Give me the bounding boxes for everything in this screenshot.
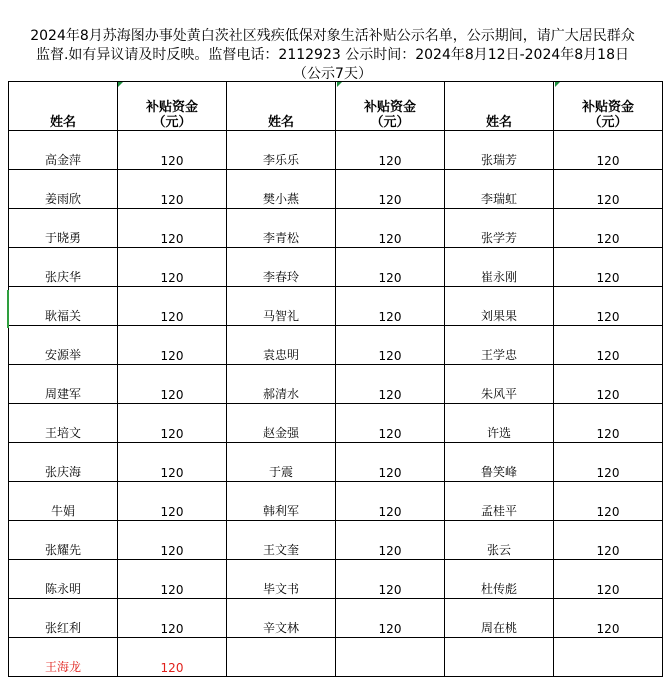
amount-cell: 120 bbox=[118, 482, 227, 521]
amount-cell: 120 bbox=[554, 482, 663, 521]
name-cell: 李春玲 bbox=[227, 248, 336, 287]
name-cell: 王学忠 bbox=[445, 326, 554, 365]
name-cell: 李乐乐 bbox=[227, 131, 336, 170]
name-cell: 赵金强 bbox=[227, 404, 336, 443]
amount-cell: 120 bbox=[118, 443, 227, 482]
amount-cell: 120 bbox=[118, 209, 227, 248]
name-cell: 王海龙 bbox=[9, 638, 118, 677]
empty-cell bbox=[336, 638, 445, 677]
table-row bbox=[9, 638, 663, 677]
empty-cell bbox=[445, 638, 554, 677]
amount-cell: 120 bbox=[118, 404, 227, 443]
amount-cell: 120 bbox=[336, 209, 445, 248]
name-cell: 韩利军 bbox=[227, 482, 336, 521]
amount-cell: 120 bbox=[118, 599, 227, 638]
amount-cell: 120 bbox=[554, 404, 663, 443]
name-cell: 毕文书 bbox=[227, 560, 336, 599]
name-cell: 耿福关 bbox=[9, 287, 118, 326]
name-cell: 于震 bbox=[227, 443, 336, 482]
header-name: 姓名 bbox=[227, 82, 336, 131]
table-body bbox=[9, 131, 663, 677]
name-cell: 李青松 bbox=[227, 209, 336, 248]
subsidy-table bbox=[8, 81, 663, 677]
table-row bbox=[9, 521, 663, 560]
amount-cell: 120 bbox=[118, 560, 227, 599]
name-cell: 鲁笑峰 bbox=[445, 443, 554, 482]
amount-cell: 120 bbox=[554, 209, 663, 248]
amount-cell: 120 bbox=[336, 443, 445, 482]
amount-cell: 120 bbox=[336, 170, 445, 209]
table-row bbox=[9, 209, 663, 248]
name-cell: 崔永刚 bbox=[445, 248, 554, 287]
name-cell: 王培文 bbox=[9, 404, 118, 443]
amount-cell: 120 bbox=[554, 287, 663, 326]
name-cell: 周在桃 bbox=[445, 599, 554, 638]
amount-cell: 120 bbox=[336, 482, 445, 521]
name-cell: 于晓勇 bbox=[9, 209, 118, 248]
table-row bbox=[9, 326, 663, 365]
amount-cell: 120 bbox=[118, 521, 227, 560]
notice-title bbox=[0, 0, 665, 82]
name-cell: 许选 bbox=[445, 404, 554, 443]
amount-cell: 120 bbox=[118, 287, 227, 326]
table-row bbox=[9, 404, 663, 443]
amount-cell: 120 bbox=[554, 443, 663, 482]
title-line-2: 监督.如有异议请及时反映。监督电话：2112923 公示时间：2024年8月12日-2024年8月18日 bbox=[35, 47, 629, 63]
table-row bbox=[9, 443, 663, 482]
amount-cell: 120 bbox=[554, 599, 663, 638]
name-cell: 刘果果 bbox=[445, 287, 554, 326]
table-header-row bbox=[9, 82, 663, 131]
name-cell: 李瑞虹 bbox=[445, 170, 554, 209]
cell-selection-marker bbox=[7, 290, 9, 328]
name-cell: 高金萍 bbox=[9, 131, 118, 170]
amount-cell: 120 bbox=[336, 560, 445, 599]
name-cell: 牛娟 bbox=[9, 482, 118, 521]
amount-cell: 120 bbox=[336, 131, 445, 170]
header-name: 姓名 bbox=[9, 82, 118, 131]
name-cell: 张红利 bbox=[9, 599, 118, 638]
name-cell: 安源举 bbox=[9, 326, 118, 365]
amount-cell: 120 bbox=[336, 365, 445, 404]
amount-cell: 120 bbox=[118, 365, 227, 404]
title-line-1: 2024年8月苏海图办事处黄白茨社区残疾低保对象生活补贴公示名单，公示期间，请广大居民群众 bbox=[30, 28, 635, 44]
amount-cell: 120 bbox=[336, 404, 445, 443]
cell-comment-marker bbox=[555, 82, 560, 87]
name-cell: 陈永明 bbox=[9, 560, 118, 599]
name-cell: 朱风平 bbox=[445, 365, 554, 404]
name-cell: 张瑞芳 bbox=[445, 131, 554, 170]
table-row bbox=[9, 365, 663, 404]
name-cell: 马智礼 bbox=[227, 287, 336, 326]
amount-cell: 120 bbox=[554, 560, 663, 599]
amount-cell: 120 bbox=[118, 170, 227, 209]
header-name: 姓名 bbox=[445, 82, 554, 131]
header-amount: 补贴资金 （元） bbox=[336, 82, 445, 131]
table-row bbox=[9, 248, 663, 287]
amount-cell: 120 bbox=[554, 365, 663, 404]
amount-cell: 120 bbox=[336, 599, 445, 638]
table-row bbox=[9, 599, 663, 638]
empty-cell bbox=[227, 638, 336, 677]
table-row bbox=[9, 482, 663, 521]
title-line-3: （公示7天） bbox=[293, 66, 372, 82]
amount-cell: 120 bbox=[118, 248, 227, 287]
empty-cell bbox=[554, 638, 663, 677]
name-cell: 张云 bbox=[445, 521, 554, 560]
amount-cell: 120 bbox=[118, 326, 227, 365]
name-cell: 杜传彪 bbox=[445, 560, 554, 599]
amount-cell: 120 bbox=[336, 521, 445, 560]
cell-comment-marker bbox=[118, 82, 123, 87]
table-row bbox=[9, 287, 663, 326]
amount-cell: 120 bbox=[554, 248, 663, 287]
table-row bbox=[9, 131, 663, 170]
table-row bbox=[9, 560, 663, 599]
name-cell: 张庆海 bbox=[9, 443, 118, 482]
name-cell: 张学芳 bbox=[445, 209, 554, 248]
name-cell: 辛文林 bbox=[227, 599, 336, 638]
name-cell: 孟桂平 bbox=[445, 482, 554, 521]
amount-cell: 120 bbox=[554, 521, 663, 560]
name-cell: 郝清水 bbox=[227, 365, 336, 404]
name-cell: 张耀先 bbox=[9, 521, 118, 560]
name-cell: 张庆华 bbox=[9, 248, 118, 287]
amount-cell: 120 bbox=[336, 287, 445, 326]
amount-cell: 120 bbox=[118, 131, 227, 170]
amount-cell: 120 bbox=[554, 326, 663, 365]
cell-comment-marker bbox=[337, 82, 342, 87]
amount-cell: 120 bbox=[554, 170, 663, 209]
name-cell: 姜雨欣 bbox=[9, 170, 118, 209]
amount-cell: 120 bbox=[118, 638, 227, 677]
header-amount: 补贴资金 （元） bbox=[554, 82, 663, 131]
header-amount: 补贴资金 （元） bbox=[118, 82, 227, 131]
amount-cell: 120 bbox=[336, 248, 445, 287]
amount-cell: 120 bbox=[336, 326, 445, 365]
amount-cell: 120 bbox=[554, 131, 663, 170]
name-cell: 樊小燕 bbox=[227, 170, 336, 209]
name-cell: 王文奎 bbox=[227, 521, 336, 560]
name-cell: 周建军 bbox=[9, 365, 118, 404]
table-row bbox=[9, 170, 663, 209]
name-cell: 袁忠明 bbox=[227, 326, 336, 365]
